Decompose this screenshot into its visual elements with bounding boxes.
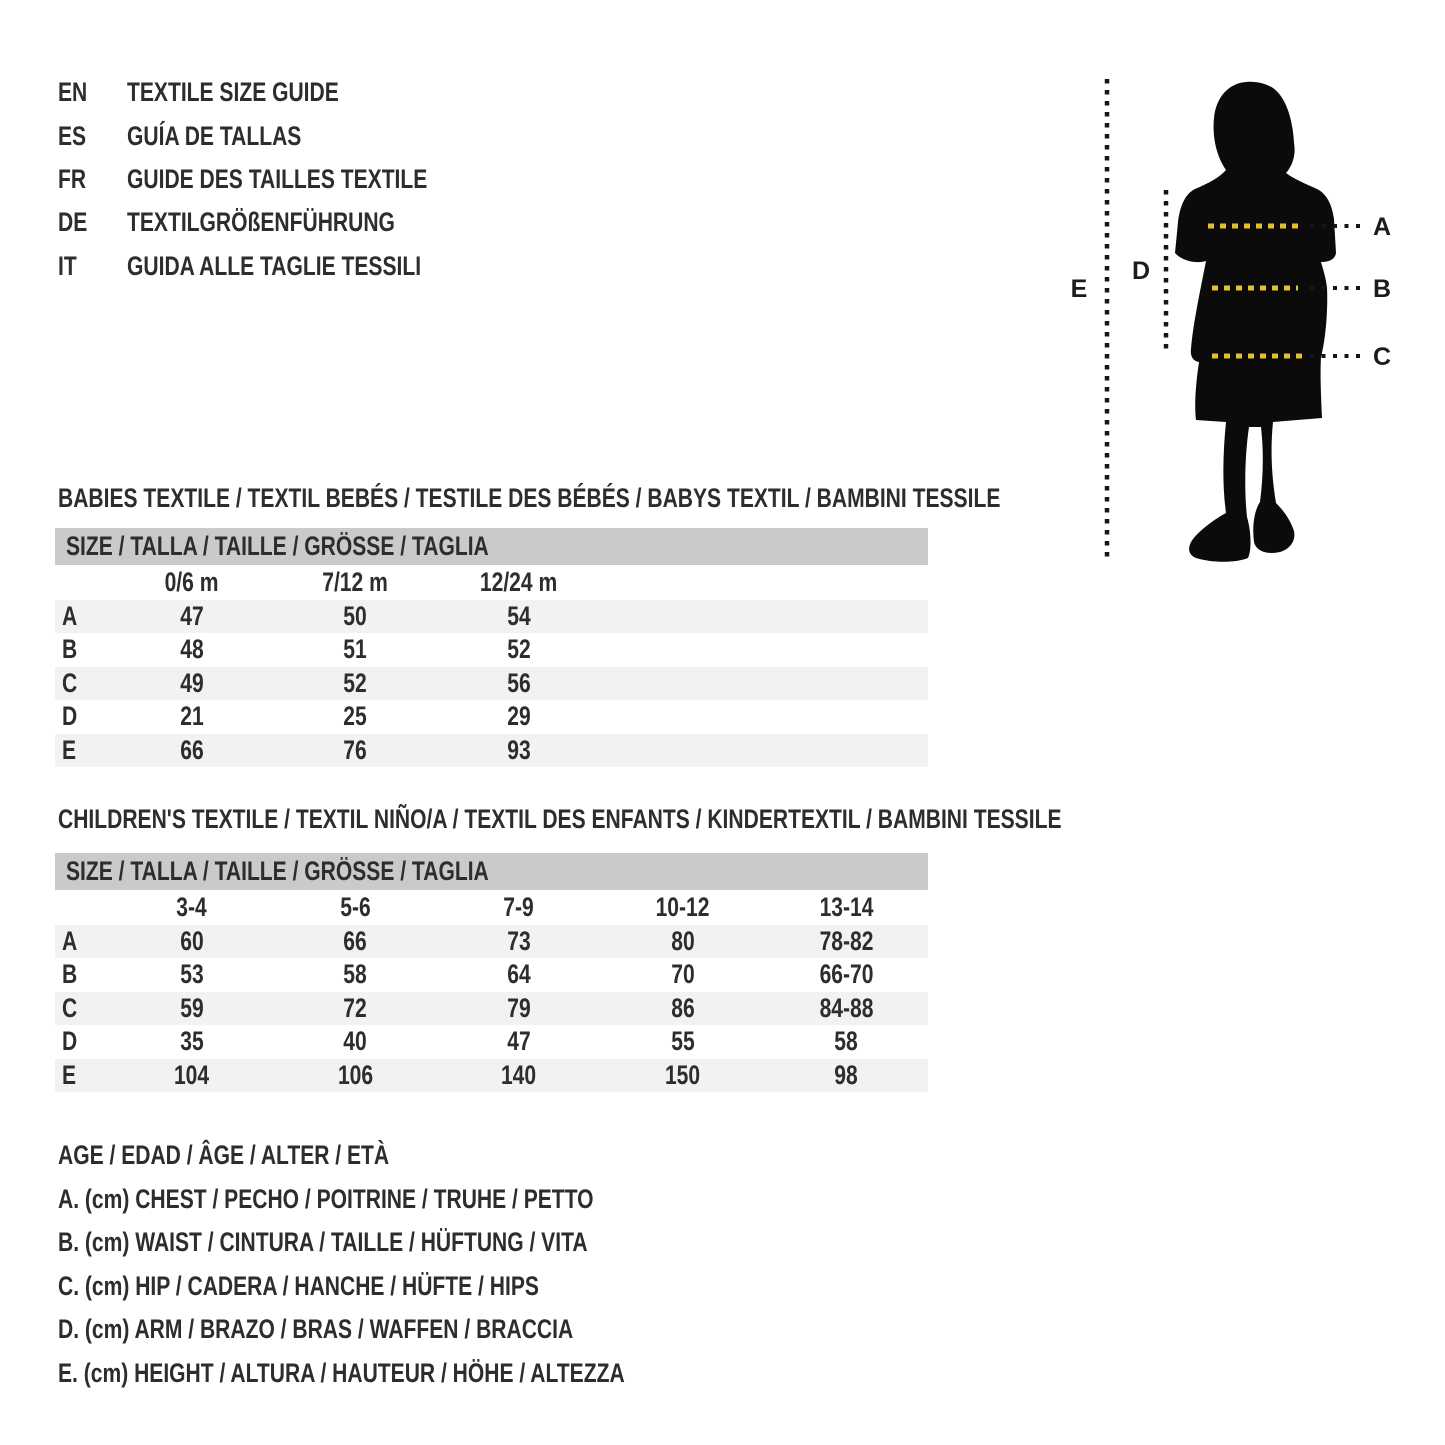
children-col-7-9: 7-9: [503, 891, 535, 922]
row-label: E: [62, 734, 77, 765]
cell: 50: [343, 600, 368, 631]
label-c-hip: C: [1373, 343, 1392, 371]
cell: 53: [180, 959, 204, 990]
lang-code-fr: FR: [58, 163, 87, 194]
lang-code-de: DE: [58, 207, 88, 238]
cell: 76: [343, 734, 368, 765]
cell: 51: [343, 634, 368, 665]
babies-row-c: [55, 667, 928, 701]
children-row-c: [55, 992, 928, 1026]
cell: 48: [180, 634, 204, 665]
row-label: A: [62, 925, 78, 956]
legend-hip: C. (cm) HIP / CADERA / HANCHE / HÜFTE / HIPS: [58, 1270, 539, 1301]
lang-title-it: GUIDA ALLE TAGLIE TESSILI: [127, 250, 422, 281]
babies-size-header-bar: [55, 528, 928, 565]
cell: 52: [343, 667, 368, 698]
cell: 59: [180, 992, 204, 1023]
label-a-chest: A: [1373, 213, 1392, 241]
cell: 66-70: [819, 959, 874, 990]
legend-waist: B. (cm) WAIST / CINTURA / TAILLE / HÜFTUNG / VITA: [58, 1227, 588, 1258]
cell: 64: [507, 959, 531, 990]
cell: 98: [834, 1059, 858, 1090]
label-e-height: E: [1070, 275, 1088, 303]
cell: 56: [507, 667, 531, 698]
babies-col-12-24m: 12/24 m: [480, 566, 558, 597]
cell: 70: [670, 959, 695, 990]
row-label: C: [62, 992, 78, 1023]
cell: 21: [180, 701, 204, 732]
cell: 35: [180, 1026, 204, 1057]
row-label: D: [62, 701, 78, 732]
babies-row-b: [55, 633, 928, 667]
row-label: B: [62, 634, 78, 665]
children-col-5-6: 5-6: [340, 891, 371, 922]
children-age-header-row: [55, 890, 928, 925]
cell: 54: [507, 600, 531, 631]
cell: 40: [343, 1026, 368, 1057]
cell: 150: [665, 1059, 701, 1090]
label-d-arm: D: [1131, 257, 1151, 285]
cell: 49: [180, 667, 204, 698]
lang-code-en: EN: [58, 77, 88, 108]
row-label: C: [62, 667, 78, 698]
children-col-3-4: 3-4: [176, 891, 208, 922]
child-silhouette-diagram: [1040, 60, 1445, 600]
babies-row-d: [55, 700, 928, 734]
cell: 55: [670, 1026, 695, 1057]
babies-size-header-label: SIZE / TALLA / TAILLE / GRÖSSE / TAGLIA: [66, 531, 489, 561]
cell: 66: [180, 734, 204, 765]
lang-title-de: TEXTILGRÖßENFÜHRUNG: [127, 207, 395, 238]
cell: 106: [337, 1059, 373, 1090]
lang-row-en: [58, 71, 512, 114]
cell: 29: [507, 701, 531, 732]
babies-section-title: BABIES TEXTILE / TEXTIL BEBÉS / TESTILE DES BÉBÉS / BABYS TEXTIL / BAMBINI TESSILE: [58, 482, 1001, 513]
babies-size-table: [55, 528, 928, 767]
children-section-title: CHILDREN'S TEXTILE / TEXTIL NIÑO/A / TEXTIL DES ENFANTS / KINDERTEXTIL / BAMBINI TESSILE: [58, 803, 1062, 834]
children-row-a: [55, 925, 928, 959]
measurement-legend: [58, 1134, 784, 1395]
babies-age-header-row: [55, 565, 928, 600]
cell: 84-88: [819, 992, 874, 1023]
row-label: D: [62, 1026, 78, 1057]
babies-col-0-6m: 0/6 m: [164, 566, 219, 597]
lang-row-de: [58, 201, 512, 244]
language-title-block: [58, 71, 512, 288]
cell: 140: [501, 1059, 537, 1090]
cell: 66: [343, 925, 368, 956]
label-b-waist: B: [1373, 275, 1392, 303]
cell: 104: [174, 1059, 210, 1090]
cell: 58: [343, 959, 368, 990]
lang-title-es: GUÍA DE TALLAS: [127, 120, 302, 151]
row-label: B: [62, 959, 78, 990]
legend-chest: A. (cm) CHEST / PECHO / POITRINE / TRUHE / PETTO: [58, 1183, 594, 1214]
lang-code-es: ES: [58, 120, 87, 151]
lang-row-es: [58, 114, 512, 157]
legend-arm: D. (cm) ARM / BRAZO / BRAS / WAFFEN / BRACCIA: [58, 1314, 574, 1345]
cell: 93: [507, 734, 531, 765]
children-size-header-label: SIZE / TALLA / TAILLE / GRÖSSE / TAGLIA: [66, 856, 489, 886]
lang-title-en: TEXTILE SIZE GUIDE: [127, 77, 339, 108]
children-col-13-14: 13-14: [819, 891, 874, 922]
lang-row-fr: [58, 158, 512, 201]
cell: 58: [834, 1026, 858, 1057]
babies-row-e: [55, 734, 928, 768]
cell: 79: [507, 992, 531, 1023]
children-size-table: [55, 853, 928, 1092]
lang-code-it: IT: [58, 250, 77, 281]
lang-title-fr: GUIDE DES TAILLES TEXTILE: [127, 163, 428, 194]
cell: 25: [343, 701, 368, 732]
cell: 80: [670, 925, 695, 956]
cell: 72: [343, 992, 368, 1023]
lang-row-it: [58, 245, 512, 288]
row-label: A: [62, 600, 78, 631]
children-row-d: [55, 1025, 928, 1059]
babies-row-a: [55, 600, 928, 634]
children-row-e: [55, 1059, 928, 1093]
cell: 52: [507, 634, 531, 665]
cell: 60: [180, 925, 204, 956]
babies-col-7-12m: 7/12 m: [322, 566, 389, 597]
cell: 78-82: [819, 925, 874, 956]
children-row-b: [55, 958, 928, 992]
children-size-header-bar: [55, 853, 928, 890]
row-label: E: [62, 1059, 77, 1090]
cell: 86: [670, 992, 695, 1023]
cell: 47: [507, 1026, 531, 1057]
cell: 47: [180, 600, 204, 631]
legend-height: E. (cm) HEIGHT / ALTURA / HAUTEUR / HÖHE / ALTEZZA: [58, 1357, 625, 1388]
legend-age: AGE / EDAD / ÂGE / ALTER / ETÀ: [58, 1140, 390, 1171]
cell: 73: [507, 925, 531, 956]
children-col-10-12: 10-12: [655, 891, 710, 922]
